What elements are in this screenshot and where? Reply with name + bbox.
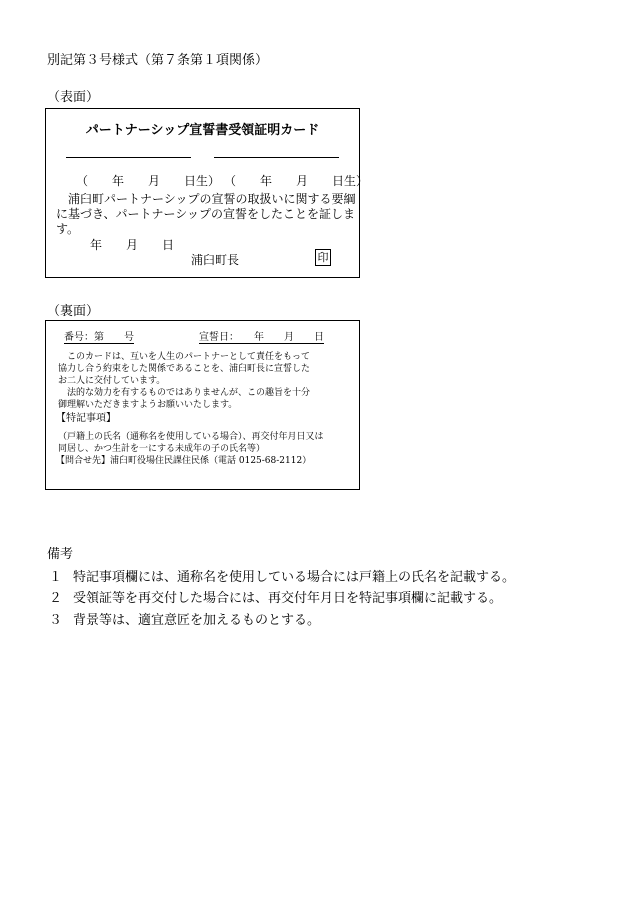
back-section-label: （裏面） <box>47 304 100 319</box>
birthdate-right: （ 年 月 日生） <box>224 174 369 188</box>
oath-date: 宣誓日： 年 月 日 <box>199 328 324 344</box>
seal-mark: 印 <box>315 249 331 266</box>
explanation-line-3: お二人に交付しています。 <box>58 376 166 386</box>
note-text-3: 背景等は、適宜意匠を加えるものとする。 <box>73 613 321 628</box>
name-line-left <box>66 157 191 158</box>
explanation-line-1: このカードは、互いを人生のパートナーとして責任をもって <box>58 352 311 362</box>
special-notes-heading: 【特記事項】 <box>56 413 116 424</box>
issue-date: 年 月 日 <box>90 238 175 252</box>
note-text-2: 受領証等を再交付した場合には、再交付年月日を特記事項欄に記載する。 <box>73 591 503 606</box>
card-title: パートナーシップ宣誓書受領証明カード <box>85 123 320 138</box>
issuer-name: 浦臼町長 <box>191 253 240 267</box>
front-card <box>45 108 369 278</box>
certification-line-3: す。 <box>56 222 80 236</box>
note-text-1: 特記事項欄には、通称名を使用している場合には戸籍上の氏名を記載する。 <box>73 570 516 585</box>
back-card <box>45 320 360 490</box>
explanation-line-2: 協力し合う約束をした関係であることを、浦臼町長に宣誓した <box>58 364 311 374</box>
form-label: 別記第３号様式（第７条第１項関係） <box>47 53 269 68</box>
contact-info: 【問合せ先】浦臼町役場住民課住民係（電話 0125-68-2112） <box>56 456 312 466</box>
name-line-right <box>214 157 339 158</box>
birthdate-left: （ 年 月 日生） <box>76 174 221 188</box>
note-number-3: ３ <box>49 613 63 628</box>
special-notes-line-1: （戸籍上の氏名（通称名を使用している場合）、再交付年月日又は <box>58 432 324 442</box>
special-notes-line-2: 同居し、かつ生計を一にする未成年の子の氏名等） <box>58 444 266 454</box>
card-number: 番号：第 号 <box>64 328 134 344</box>
certification-line-1: 浦臼町パートナーシップの宣誓の取扱いに関する要綱 <box>56 192 356 206</box>
front-section-label: （表面） <box>47 90 100 105</box>
note-number-1: １ <box>49 570 63 585</box>
explanation-line-4: 法的な効力を有するものではありませんが、この趣旨を十分 <box>58 388 311 398</box>
notes-heading: 備考 <box>47 547 74 562</box>
explanation-line-5: 御理解いただきますようお願いいたします。 <box>58 400 238 410</box>
certification-line-2: に基づき、パートナーシップの宣誓をしたことを証しま <box>56 207 356 221</box>
note-number-2: ２ <box>49 591 63 606</box>
